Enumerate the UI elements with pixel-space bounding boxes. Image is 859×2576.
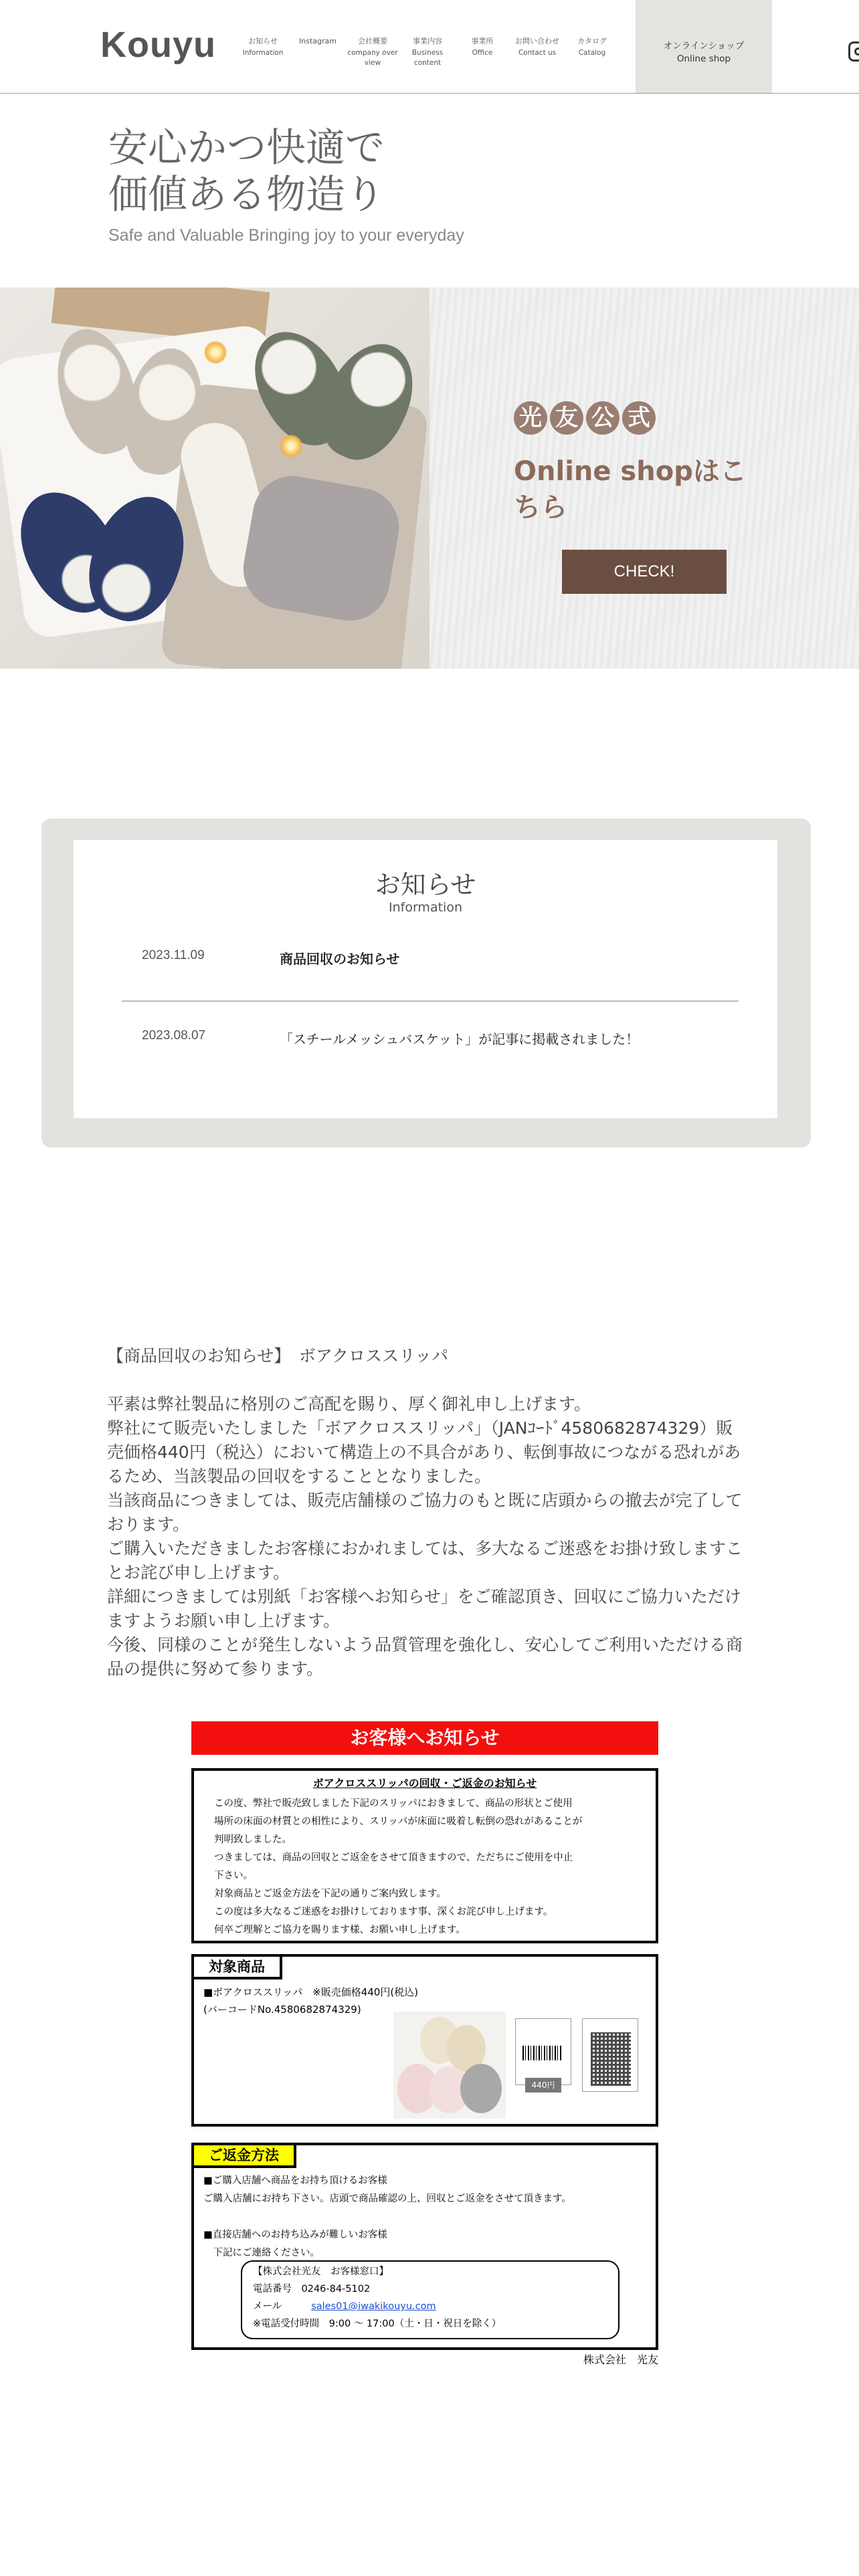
news-title-link[interactable]: 「スチールメッシュバスケット」が記事に掲載されました！ [280,1031,640,1047]
slipper-photo [393,2012,506,2119]
information-subtitle: Information [389,900,462,915]
article-paragraph: 詳細につきましては別紙「お客様へお知らせ」をご確認頂き、回収にご協力いただけますようお願い申し上げます。 [107,1587,741,1630]
company-signature: 株式会社 光友 [583,2353,658,2366]
nav-item-company[interactable]: 会社概要 company over view [347,37,398,67]
nav-item-catalog[interactable]: カタログ Catalog [577,37,607,57]
notice-summary-title: ボアクロススリッパの回収・ご返金のお知らせ [312,1777,537,1790]
notice-summary-box: ボアクロススリッパの回収・ご返金のお知らせ この度、弊社で販売致しました下記のスリッパにおきまして、商品の形状とご使用 場所の床面の材質との相性により、スリッパが床面に吸着し転倒の恐れがあることが 判明致しました。 つきましては、商品の回収とご返金をさせて頂きますので、ただちにご使用を中止 下さい。 対象商品とご返金方法を下記の通りご案内致します。 この度は多大なるご迷惑をお掛けしております事、深くお詫び申し上げます。 何卒ご理解とご協力を賜ります様、お願い申し上げます。 [191,1768,658,1943]
online-shop-label-jp: オンラインショップ [663,41,745,51]
package-price: 440円 [525,2078,561,2092]
official-badge: 光 友 公 式 [514,401,658,435]
news-date: 2023.11.09 [142,948,205,962]
target-product-tab: 対象商品 [191,1954,282,1979]
news-title-link[interactable]: 商品回収のお知らせ [280,951,400,967]
check-button[interactable]: CHECK! [562,550,727,594]
hero-title: 安心かつ快適で 価値ある物造り [108,124,385,217]
product-photo [0,288,430,669]
article-paragraph: 弊社にて販売いたしました「ボアクロススリッパ」（JANｺｰﾄﾞ4580682874329）販売価格440円（税込）において構造上の不具合があり、転倒事故につながる恐れがあるため、当該製品の回収をすることとなりました。 [107,1418,741,1486]
information-title: お知らせ [375,870,476,899]
contact-info-box: 【株式会社光友 お客様窓口】 電話番号 0246-84-5102 メール sales01@iwakikouyu.com ※電話受付時間 9:00 ～ 17:00（土・日・祝日を除く） [241,2260,619,2339]
nav-item-office[interactable]: 事業所 Office [471,37,494,57]
article-heading: 【商品回収のお知らせ】 ボアクロススリッパ [107,1346,449,1366]
instagram-icon[interactable] [848,41,859,62]
online-shop-label-en: Online shop [676,53,731,64]
contact-email-link[interactable]: sales01@iwakikouyu.com [311,2301,436,2312]
news-item[interactable] [122,948,739,988]
target-product-box: 対象商品 ■ボアクロススリッパ ※販売価格440円(税込) (バーコードNo.4580682874329) 440円 [191,1954,658,2127]
refund-method-box: ご返金方法 ■ご購入店舗へ商品をお持ち頂けるお客様 ご購入店舗にお持ち下さい。店頭で商品確認の上、回収とご返金をさせて頂きます。 ■直接店舗へのお持ち込みが難しいお客様 下記にご連絡ください。 【株式会社光友 お客様窓口】 電話番号 0246-84-5102 メール sales01@iwakikouyu.com ※電話受付時間 9:00 ～ 17:00（土・日・祝日を除く） [191,2143,658,2350]
nav-item-contact[interactable]: お問い合わせ Contact us [515,37,559,57]
nav-item-information[interactable]: お知らせ Information [242,37,284,57]
site-logo[interactable]: Kouyu [100,25,216,65]
divider [122,1000,739,1002]
main-nav [235,35,619,68]
article-paragraph: 今後、同様のことが発生しないよう品質管理を強化し、安心してご利用いただける商品の提供に努めて参ります。 [107,1635,743,1679]
package-back-image [582,2018,638,2092]
refund-method-tab: ご返金方法 [191,2143,296,2168]
notice-title: お客様へお知らせ [191,1721,658,1755]
article-paragraph: 当該商品につきましては、販売店舗様のご協力のもと既に店頭からの撤去が完了しております。 [107,1491,743,1534]
candle-image [280,435,302,457]
barcode-icon [522,2046,563,2060]
candle-image [204,341,227,364]
label-icon [591,2032,631,2086]
nav-item-instagram[interactable]: Instagram [299,37,337,45]
article-paragraph: ご購入いただきましたお客様におかれましては、多大なるご迷惑をお掛け致しますことお詫び申し上げます。 [107,1539,743,1582]
news-date: 2023.08.07 [142,1029,206,1043]
news-item[interactable] [122,1029,739,1069]
package-front-image [515,2018,571,2090]
recall-article [107,1344,749,1681]
online-shop-button[interactable] [636,0,772,93]
article-paragraph: 平素は弊社製品に格別のご高配を賜り、厚く御礼申し上げます。 [107,1394,591,1414]
customer-notice-image [189,1719,668,2374]
hero-subtitle: Safe and Valuable Bringing joy to your everyday [108,226,464,245]
site-header [0,0,859,94]
online-shop-text: Online shopはこちら [514,456,747,523]
information-card [74,840,777,1118]
nav-item-business[interactable]: 事業内容 Business content [411,37,444,67]
